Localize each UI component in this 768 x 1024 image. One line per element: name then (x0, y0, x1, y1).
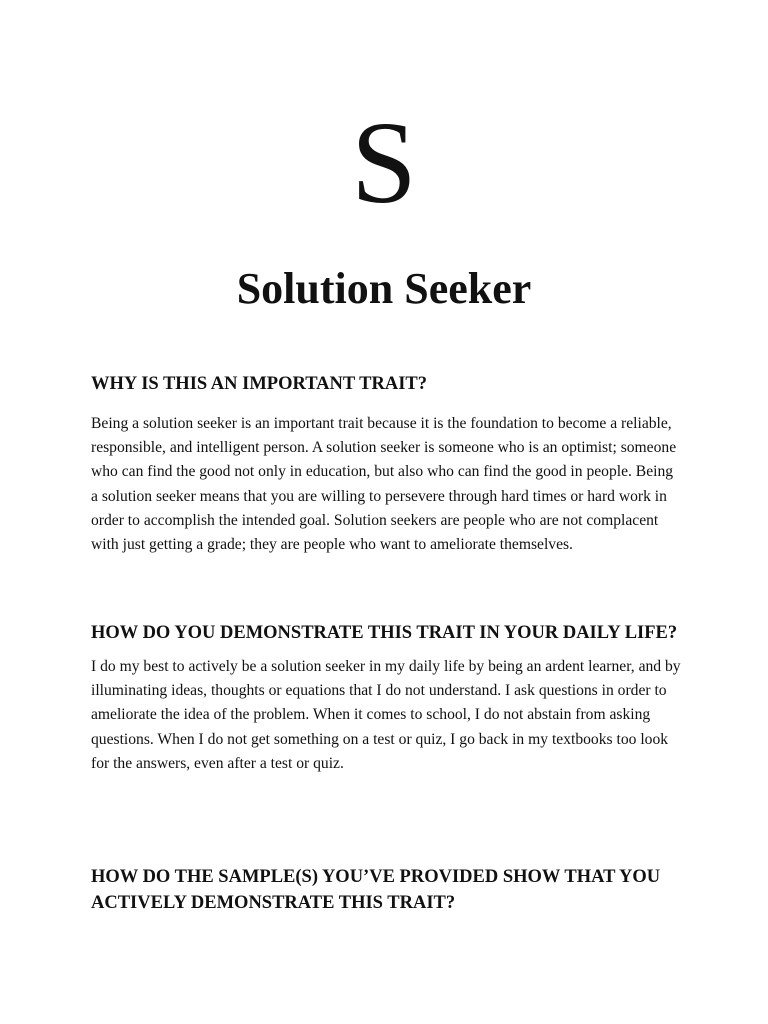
section-heading: WHY IS THIS AN IMPORTANT TRAIT? (91, 374, 428, 394)
initial-letter: S (351, 97, 417, 228)
section-daily-life (91, 620, 681, 776)
section-samples (91, 864, 681, 916)
section-important-trait (91, 371, 681, 557)
page-title: Solution Seeker (236, 264, 532, 313)
section-paragraph: I do my best to actively be a solution seeker in my daily life by being an ardent learner, and by illuminating ideas, thoughts or equations that I do not understand. I ask questions in order to ameliorate the idea of the problem. When it comes to school, I do not abstain from asking questions. When I do not get something on a test or quiz, I go back in my textbooks too look for the answers, even after a test or quiz. (91, 658, 681, 772)
section-heading: HOW DO YOU DEMONSTRATE THIS TRAIT IN YOUR DAILY LIFE? (91, 623, 678, 643)
section-heading: HOW DO THE SAMPLE(S) YOU’VE PROVIDED SHOW THAT YOU ACTIVELY DEMONSTRATE THIS TRAIT? (91, 867, 661, 913)
section-paragraph: Being a solution seeker is an important trait because it is the foundation to become a reliable, responsible, and intelligent person. A solution seeker is someone who is an optimist; someone who can find the good not only in education, but also who can find the good in people. Being a solution seeker means that you are willing to persevere through hard times or hard work in order to accomplish the intended goal. Solution seekers are people who are not complacent with just getting a grade; they are people who want to ameliorate themselves. (91, 415, 677, 554)
